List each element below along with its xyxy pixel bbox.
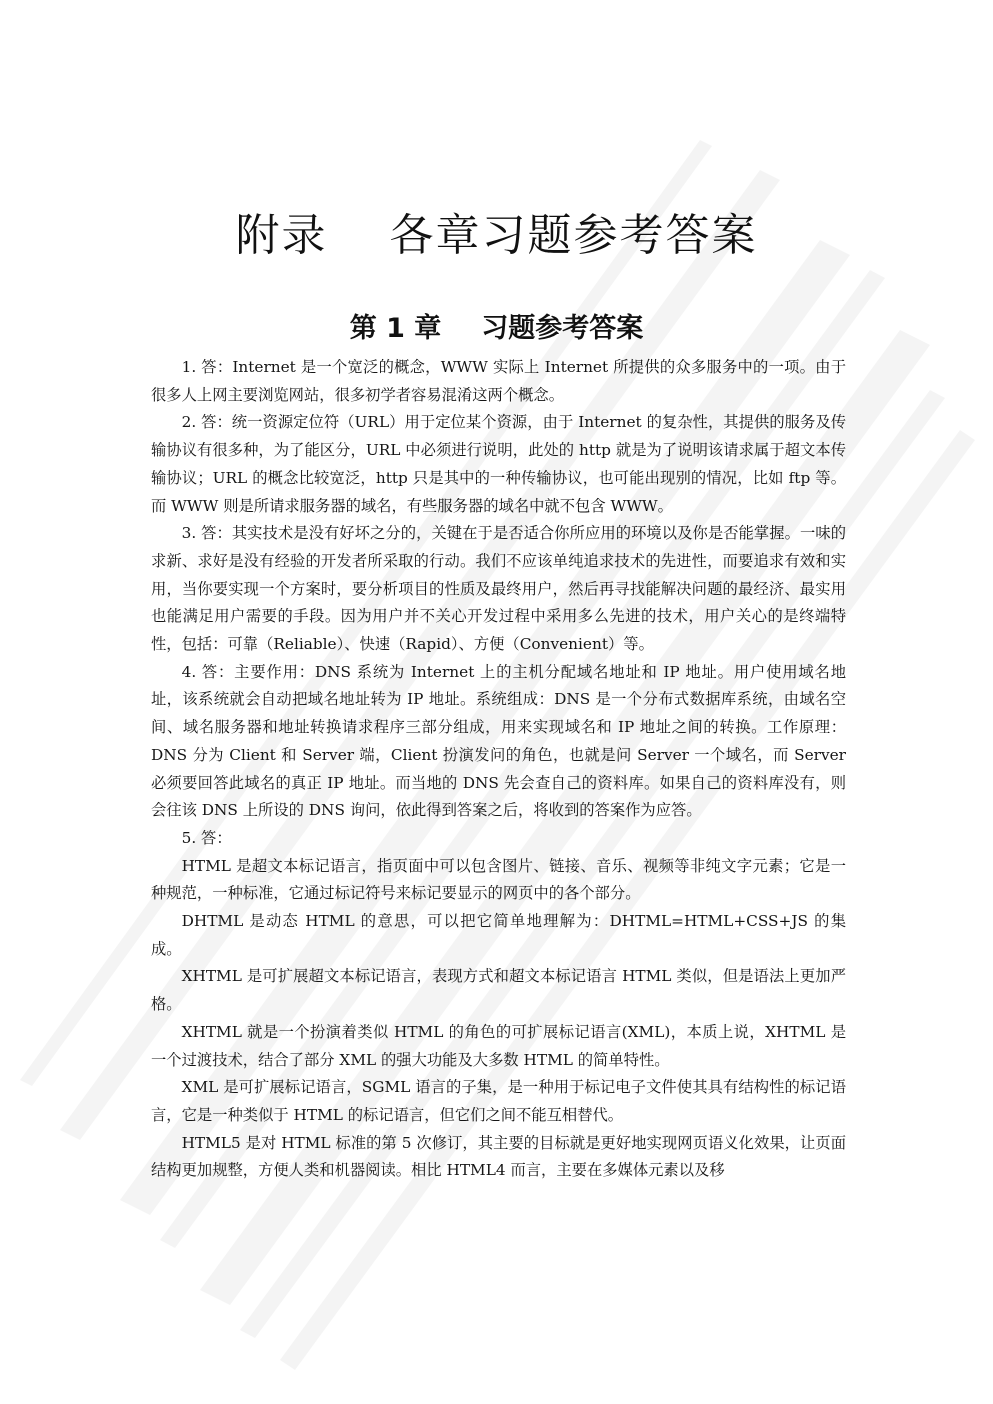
appendix-title-text: 各章习题参考答案: [389, 210, 758, 262]
answer-5-html5: HTML5 是对 HTML 标准的第 5 次修订，其主要的目标就是更好地实现网页语义化效果，让页面结构更加规整，方便人类和机器阅读。相比 HTML4 而言，主要在多媒体元素以及移: [151, 1133, 846, 1180]
answer-2: 2. 答：统一资源定位符（URL）用于定位某个资源，由于 Internet 的复杂性，其提供的服务及传输协议有很多种，为了能区分，URL 中必须进行说明，此处的 http 就是为了说明该请求属于超文本传输协议；URL 的概念比较宽泛，http 只是其中的一种传输协议，也可能出现别的情况，比如 ftp 等。而 WWW 则是所请求服务器的域名，有些服务器的域名中就不包含 WWW。: [151, 413, 846, 515]
answer-5-dhtml: DHTML 是动态 HTML 的意思，可以把它简单地理解为：DHTML=HTML+CSS+JS 的集成。: [151, 912, 846, 958]
chapter-heading: 习题参考答案: [481, 313, 644, 345]
answer-5-xhtml-role: XHTML 就是一个扮演着类似 HTML 的角色的可扩展标记语言(XML)，本质上说，XHTML 是一个过渡技术，结合了部分 XML 的强大功能及大多数 HTML 的简单特性。: [151, 1022, 846, 1069]
answer-3: 3. 答：其实技术是没有好坏之分的，关键在于是否适合你所应用的环境以及你是否能掌握。一味的求新、求好是没有经验的开发者所采取的行动。我们不应该单纯追求技术的先进性，而要追求有效和实用，当你要实现一个方案时，要分析项目的性质及最终用户，然后再寻找能解决问题的最经济、最实用也能满足用户需要的手段。因为用户并不关心开发过程中采用多么先进的技术，用户关心的是终端特性，包括：可靠（Reliable）、快速（Rapid）、方便（Convenient）等。: [151, 524, 846, 654]
chapter-number: 第 1 章: [349, 313, 442, 345]
answer-5-html: HTML 是超文本标记语言，指页面中可以包含图片、链接、音乐、视频等非纯文字元素；它是一种规范，一种标准，它通过标记符号来标记要显示的网页中的各个部分。: [151, 856, 846, 903]
answer-5-heading: 5. 答：: [181, 828, 232, 847]
answer-4: 4. 答：主要作用：DNS 系统为 Internet 上的主机分配域名地址和 IP 地址。用户使用域名地址，该系统就会自动把域名地址转为 IP 地址。系统组成：DNS 是一个分布式数据库系统，由域名空间、域名服务器和地址转换请求程序三部分组成，用来实现域名和 IP 地址之间的转换。工作原理：DNS 分为 Client 和 Server 端，Client 扮演发问的角色，也就是问 Server 一个域名，而 Server 必须要回答此域名的真正 IP 地址。而当地的 DNS 先会查自己的资料库。如果自己的资料库没有，则会往该 DNS 上所设的 DNS 询问，依此得到答案之后，将收到的答案作为应答。: [151, 662, 846, 820]
appendix-title: [0, 199, 993, 263]
appendix-title-label: 附录: [235, 210, 328, 262]
answer-5-xml: XML 是可扩展标记语言，SGML 语言的子集，是一种用于标记电子文件使其具有结构性的标记语言，它是一种类似于 HTML 的标记语言，但它们之间不能互相替代。: [151, 1078, 846, 1124]
answer-body: [151, 354, 846, 1185]
chapter-title: [0, 306, 993, 345]
answer-1: 1. 答：Internet 是一个宽泛的概念，WWW 实际上 Internet 所提供的众多服务中的一项。由于很多人上网主要浏览网站，很多初学者容易混淆这两个概念。: [151, 358, 846, 404]
answer-5-xhtml: XHTML 是可扩展超文本标记语言，表现方式和超文本标记语言 HTML 类似，但是语法上更加严格。: [151, 967, 846, 1014]
